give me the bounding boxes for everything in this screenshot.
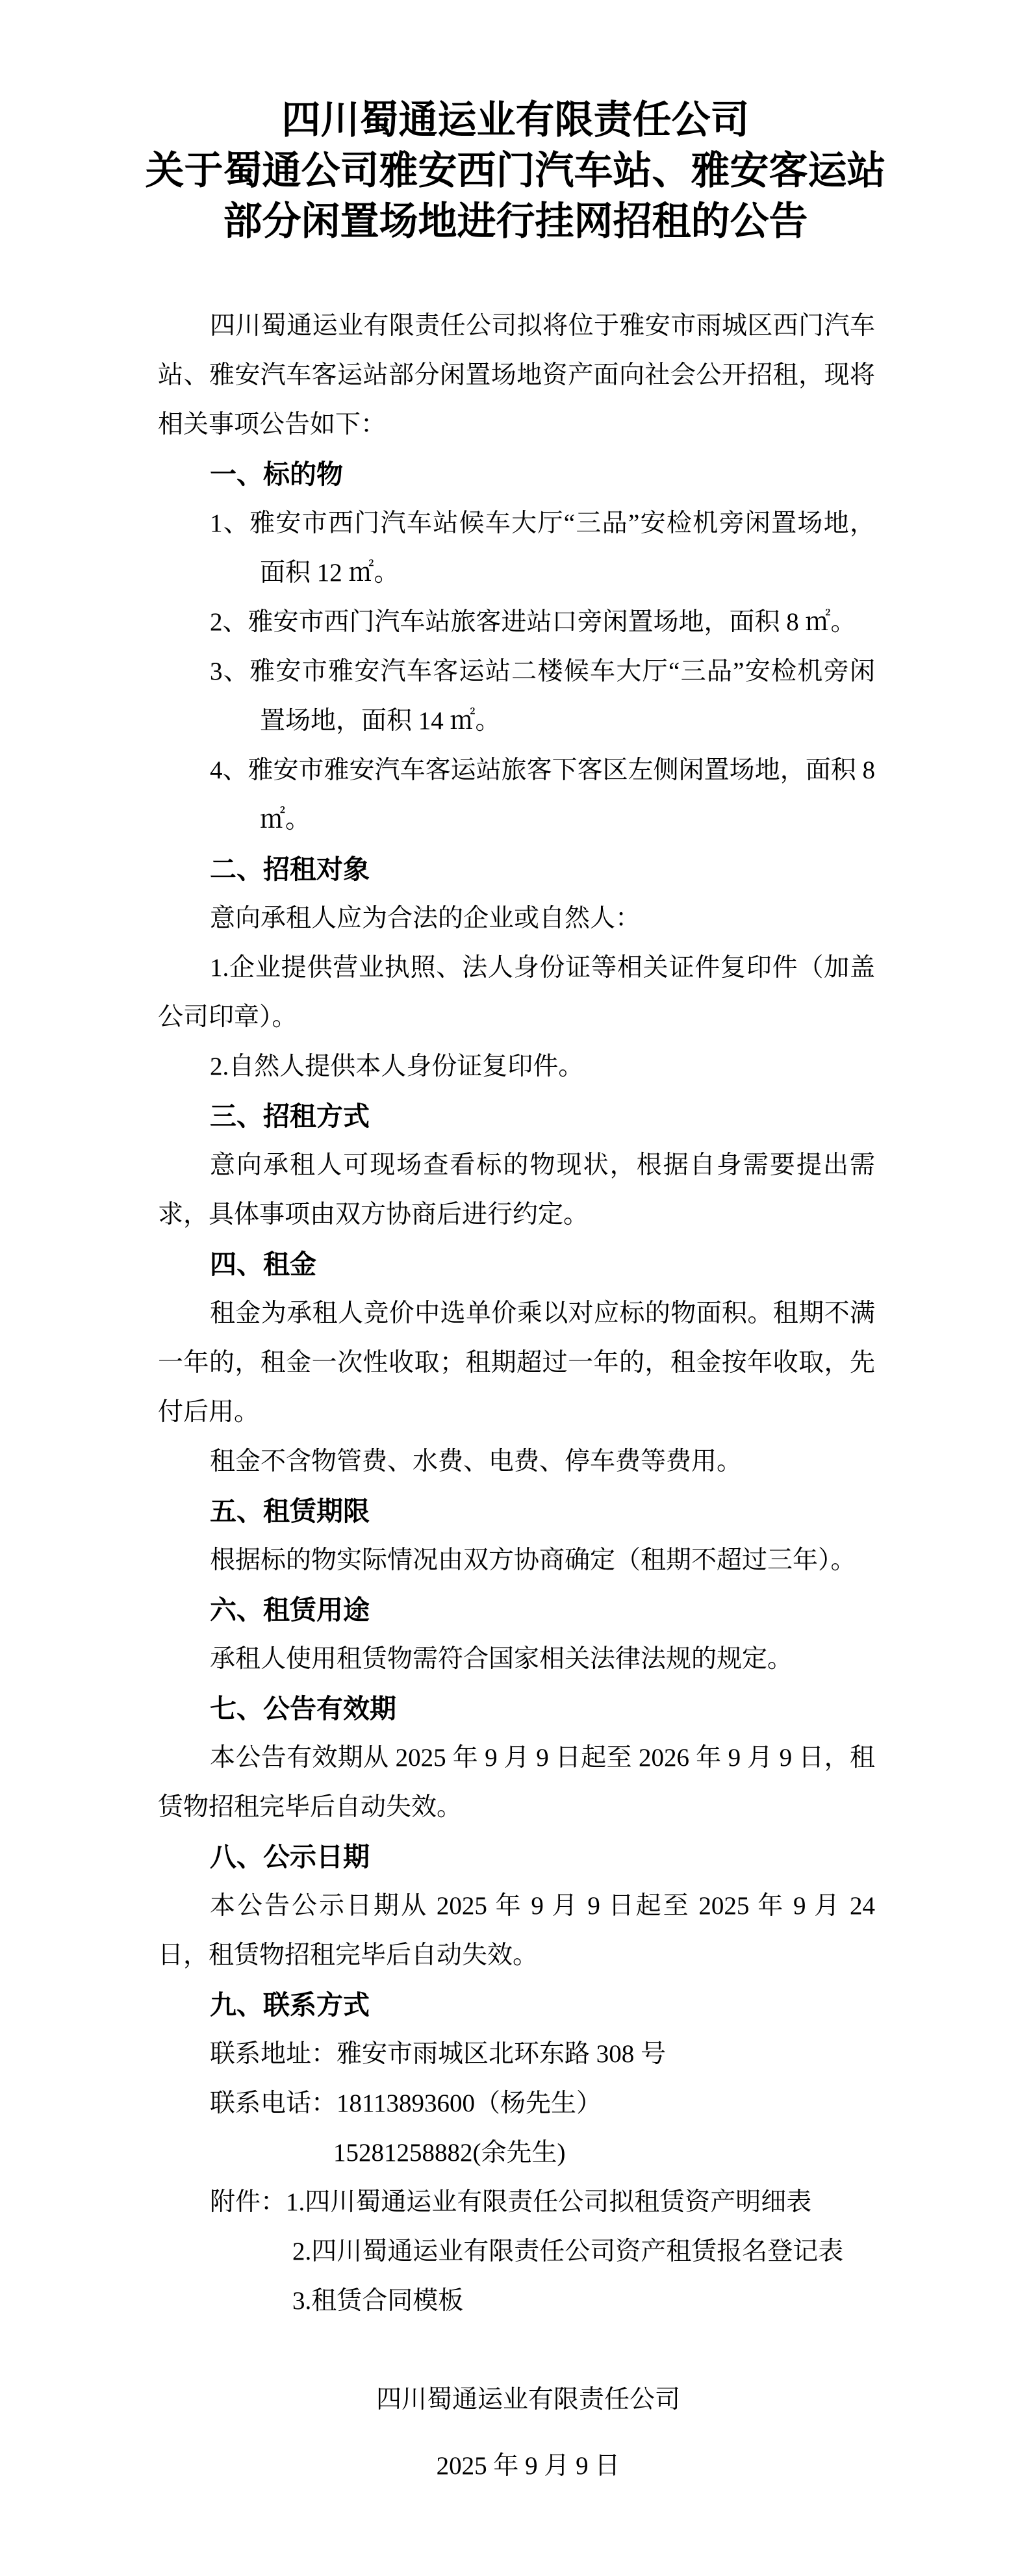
section-9-heading: 九、联系方式 <box>210 1990 370 2020</box>
attachments-line-1 <box>158 2178 875 2227</box>
section-2-item-1: 1.企业提供营业执照、法人身份证等相关证件复印件（加盖公司印章）。 <box>158 954 875 1031</box>
document-title-line-2: 关于蜀通公司雅安西门汽车站、雅安客运站 <box>145 149 886 192</box>
section-2-item-2: 2.自然人提供本人身份证复印件。 <box>210 1052 584 1080</box>
lot-item-1: 1、雅安市西门汽车站候车大厅“三品”安检机旁闲置场地，面积 12 ㎡。 <box>210 509 875 587</box>
lot-item-4: 4、雅安市雅安汽车客运站旅客下客区左侧闲置场地，面积 8 ㎡。 <box>210 756 875 834</box>
section-4-heading: 四、租金 <box>210 1249 316 1279</box>
section-7-heading: 七、公告有效期 <box>210 1694 396 1724</box>
attachment-item-1: 1.四川蜀通运业有限责任公司拟租赁资产明细表 <box>286 2188 812 2216</box>
section-6-heading: 六、租赁用途 <box>210 1595 370 1625</box>
section-7-paragraph: 本公告有效期从 2025 年 9 月 9 日起至 2026 年 9 月 9 日，租赁物招租完毕后自动失效。 <box>158 1744 875 1821</box>
section-6-paragraph: 承租人使用租赁物需符合国家相关法律法规的规定。 <box>210 1645 793 1673</box>
section-2-lead: 意向承租人应为合法的企业或自然人： <box>210 904 641 932</box>
signature-date: 2025 年 9 月 9 日 <box>436 2452 620 2480</box>
document-title <box>0 95 1031 247</box>
attachments-label: 附件： <box>210 2188 286 2216</box>
attachment-item-3: 3.租赁合同模板 <box>292 2287 464 2315</box>
document-title-line-3: 部分闲置场地进行挂网招租的公告 <box>223 200 808 243</box>
section-4-paragraph-1: 租金为承租人竞价中选单价乘以对应标的物面积。租期不满一年的，租金一次性收取；租期超过一年的，租金按年收取，先付后用。 <box>158 1299 875 1426</box>
section-8-paragraph: 本公告公示日期从 2025 年 9 月 9 日起至 2025 年 9 月 24 日，租赁物招租完毕后自动失效。 <box>158 1892 875 1969</box>
section-5-paragraph: 根据标的物实际情况由双方协商确定（租期不超过三年）。 <box>210 1546 856 1574</box>
lot-item-3: 3、雅安市雅安汽车客运站二楼候车大厅“三品”安检机旁闲置场地，面积 14 ㎡。 <box>210 657 875 735</box>
section-3-heading: 三、招租方式 <box>210 1101 370 1131</box>
contact-phone-2: 15281258882(余先生) <box>333 2139 566 2167</box>
intro-paragraph: 四川蜀通运业有限责任公司拟将位于雅安市雨城区西门汽车站、雅安汽车客运站部分闲置场地资产面向社会公开招租，现将相关事项公告如下： <box>158 312 875 439</box>
signature-company: 四川蜀通运业有限责任公司 <box>375 2386 680 2414</box>
section-5-heading: 五、租赁期限 <box>210 1496 370 1526</box>
document-title-line-1: 四川蜀通运业有限责任公司 <box>281 99 750 142</box>
section-3-paragraph: 意向承租人可现场查看标的物现状，根据自身需要提出需求，具体事项由双方协商后进行约定。 <box>158 1151 875 1229</box>
section-2-heading: 二、招租对象 <box>210 854 370 884</box>
lot-item-2: 2、雅安市西门汽车站旅客进站口旁闲置场地，面积 8 ㎡。 <box>210 608 856 636</box>
section-1-heading: 一、标的物 <box>210 459 343 489</box>
section-8-heading: 八、公示日期 <box>210 1842 370 1872</box>
attachment-item-2: 2.四川蜀通运业有限责任公司资产租赁报名登记表 <box>292 2238 844 2265</box>
contact-phone-1: 联系电话：18113893600（杨先生） <box>210 2089 602 2117</box>
contact-address: 联系地址：雅安市雨城区北环东路 308 号 <box>210 2040 667 2068</box>
document-body <box>0 301 1031 2491</box>
section-4-paragraph-2: 租金不含物管费、水费、电费、停车费等费用。 <box>210 1447 743 1475</box>
signature-block <box>376 2375 680 2491</box>
